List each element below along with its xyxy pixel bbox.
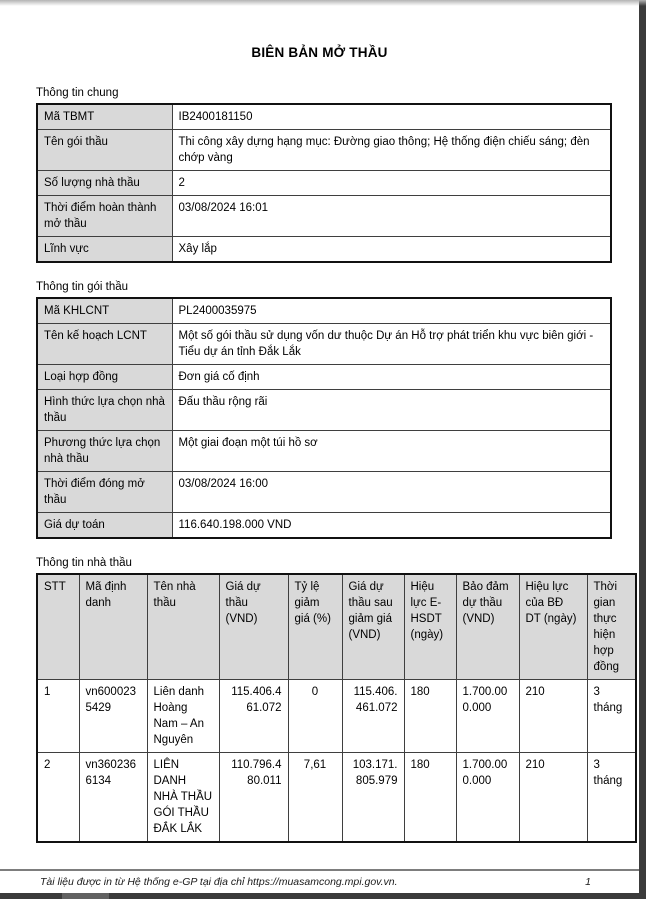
label-cell: Phương thức lựa chọn nhà thầu — [37, 431, 172, 472]
label-cell: Thời điểm đóng mở thầu — [37, 472, 172, 513]
label-cell: Loại hợp đồng — [37, 365, 172, 390]
value-cell: Một giai đoạn một túi hồ sơ — [172, 431, 611, 472]
section-heading-package: Thông tin gói thầu — [36, 281, 129, 293]
label-cell: Thời điểm hoàn thành mở thầu — [37, 196, 172, 237]
label-cell: Tên kế hoạch LCNT — [37, 324, 172, 365]
value-cell: 03/08/2024 16:01 — [172, 196, 611, 237]
value-cell: 2 — [172, 171, 611, 196]
value-cell: PL2400035975 — [172, 298, 611, 324]
table-row — [37, 104, 611, 130]
table-row — [37, 390, 611, 431]
data-cell: vn3602366134 — [79, 753, 147, 843]
footer-printed-note: Tài liệu được in từ Hệ thống e-GP tại địa chỉ https://muasamcong.mpi.gov.vn. — [40, 876, 398, 888]
table-row — [37, 365, 611, 390]
header-cell: Hiệu lực E-HSDT (ngày) — [404, 574, 456, 680]
table-row — [37, 237, 611, 263]
data-cell: 210 — [519, 680, 587, 753]
page-footer — [0, 869, 639, 893]
label-cell: Mã TBMT — [37, 104, 172, 130]
header-cell: Tên nhà thầu — [147, 574, 219, 680]
table-row — [37, 513, 611, 539]
data-cell: 110.796.480.011 — [219, 753, 288, 843]
label-cell: Mã KHLCNT — [37, 298, 172, 324]
label-cell: Giá dự toán — [37, 513, 172, 539]
data-cell: 1 — [37, 680, 79, 753]
header-cell: Mã định danh — [79, 574, 147, 680]
data-cell: 1.700.000.000 — [456, 680, 519, 753]
value-cell: IB2400181150 — [172, 104, 611, 130]
label-cell: Tên gói thầu — [37, 130, 172, 171]
value-cell: 116.640.198.000 VND — [172, 513, 611, 539]
table-row — [37, 171, 611, 196]
data-cell: 103.171.805.979 — [342, 753, 404, 843]
data-cell: 2 — [37, 753, 79, 843]
header-cell: Hiệu lực của BĐ DT (ngày) — [519, 574, 587, 680]
contractor-row — [37, 680, 636, 753]
table-row — [37, 472, 611, 513]
data-cell: 7,61 — [288, 753, 342, 843]
data-cell: 115.406.461.072 — [342, 680, 404, 753]
data-cell: 3 tháng — [587, 753, 636, 843]
package-info-table — [36, 297, 612, 539]
document-title: BIÊN BẢN MỞ THẦU — [251, 45, 388, 60]
data-cell: LIÊN DANH NHÀ THẦU GÓI THẦU ĐẮK LẮK — [147, 753, 219, 843]
header-cell: STT — [37, 574, 79, 680]
label-cell: Hình thức lựa chọn nhà thầu — [37, 390, 172, 431]
table-row — [37, 130, 611, 171]
table-row — [37, 298, 611, 324]
header-cell: Tỷ lệ giảm giá (%) — [288, 574, 342, 680]
horizontal-scrollbar-thumb[interactable] — [62, 893, 109, 899]
horizontal-scrollbar[interactable] — [0, 893, 646, 899]
value-cell: Một số gói thầu sử dụng vốn dư thuộc Dự án Hỗ trợ phát triển khu vực biên giới - Tiểu dự án tỉnh Đắk Lắk — [172, 324, 611, 365]
header-cell: Giá dự thầu (VND) — [219, 574, 288, 680]
value-cell: Thi công xây dựng hạng mục: Đường giao thông; Hệ thống điện chiếu sáng; đèn chớp vàng — [172, 130, 611, 171]
header-cell: Thời gian thực hiện hợp đồng — [587, 574, 636, 680]
data-cell: 180 — [404, 753, 456, 843]
value-cell: Đơn giá cố định — [172, 365, 611, 390]
contractor-table — [36, 573, 637, 843]
header-cell: Giá dự thầu sau giảm giá (VND) — [342, 574, 404, 680]
data-cell: Liên danh Hoàng Nam – An Nguyên — [147, 680, 219, 753]
data-cell: 0 — [288, 680, 342, 753]
label-cell: Lĩnh vực — [37, 237, 172, 263]
data-cell: 1.700.000.000 — [456, 753, 519, 843]
table-row — [37, 324, 611, 365]
general-info-table — [36, 103, 612, 263]
data-cell: vn6000235429 — [79, 680, 147, 753]
value-cell: Xây lắp — [172, 237, 611, 263]
data-cell: 180 — [404, 680, 456, 753]
table-row — [37, 431, 611, 472]
table-header-row — [37, 574, 636, 680]
value-cell: 03/08/2024 16:00 — [172, 472, 611, 513]
header-cell: Bảo đảm dự thầu (VND) — [456, 574, 519, 680]
contractor-row — [37, 753, 636, 843]
section-heading-contractors: Thông tin nhà thầu — [36, 557, 132, 569]
section-heading-general: Thông tin chung — [36, 87, 119, 99]
data-cell: 3 tháng — [587, 680, 636, 753]
value-cell: Đấu thầu rộng rãi — [172, 390, 611, 431]
table-row — [37, 196, 611, 237]
data-cell: 210 — [519, 753, 587, 843]
data-cell: 115.406.461.072 — [219, 680, 288, 753]
label-cell: Số lượng nhà thầu — [37, 171, 172, 196]
footer-page-number: 1 — [585, 876, 591, 888]
